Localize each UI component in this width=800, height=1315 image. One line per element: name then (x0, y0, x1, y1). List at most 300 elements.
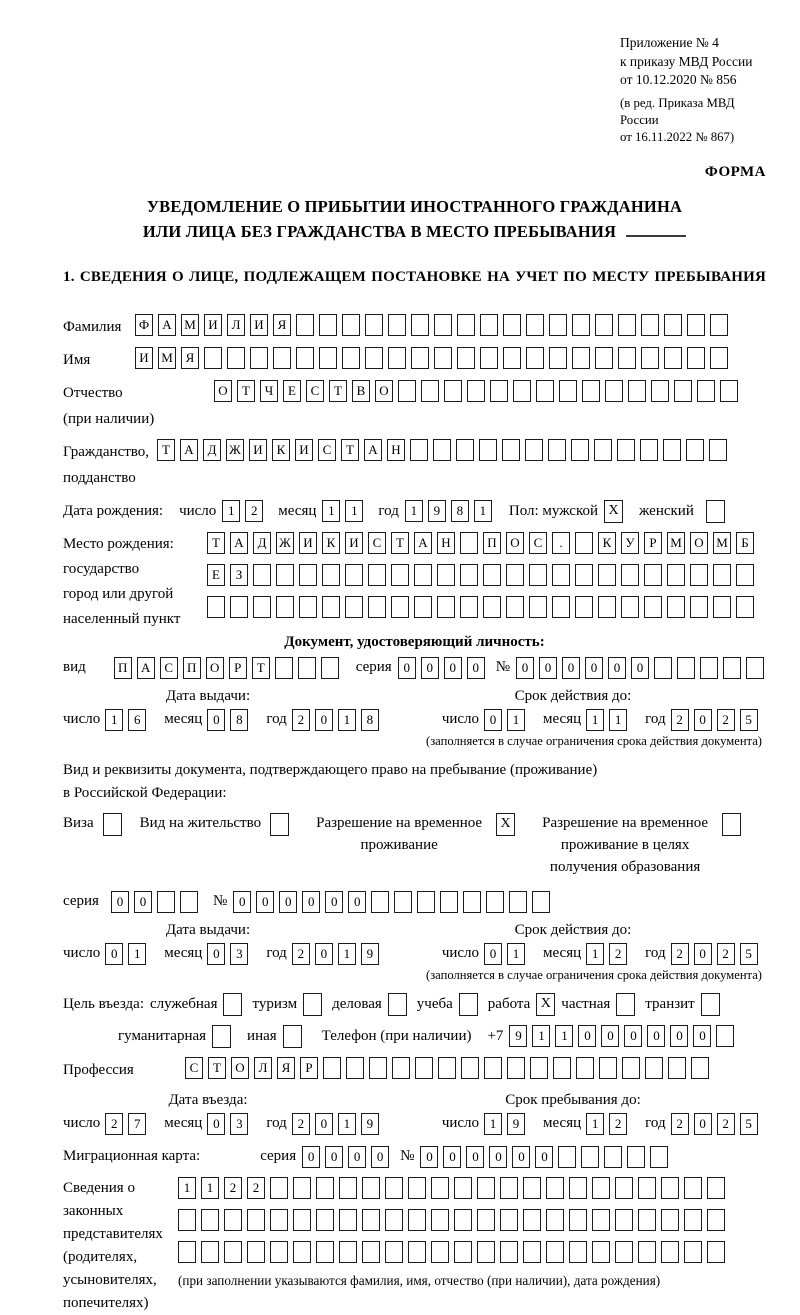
char-cell[interactable] (707, 1177, 725, 1199)
char-cell[interactable]: М (667, 532, 685, 554)
char-cell[interactable] (549, 347, 567, 369)
char-cell[interactable] (414, 564, 432, 586)
char-cell[interactable] (628, 380, 646, 402)
purpose-study-checkbox[interactable] (459, 993, 478, 1016)
char-cell[interactable]: 0 (466, 1146, 484, 1168)
char-cell[interactable] (509, 891, 527, 913)
char-cell[interactable] (650, 1146, 668, 1168)
char-cell[interactable]: А (137, 657, 155, 679)
char-cell[interactable]: 0 (670, 1025, 688, 1047)
char-cell[interactable] (339, 1209, 357, 1231)
char-cell[interactable]: 1 (105, 709, 123, 731)
char-cell[interactable] (411, 347, 429, 369)
sex-female-checkbox[interactable] (706, 500, 725, 523)
char-cell[interactable]: 0 (585, 657, 603, 679)
char-cell[interactable] (687, 347, 705, 369)
char-cell[interactable]: Т (329, 380, 347, 402)
char-cell[interactable]: 2 (105, 1113, 123, 1135)
char-cell[interactable]: 9 (361, 1113, 379, 1135)
char-cell[interactable] (503, 347, 521, 369)
char-cell[interactable] (178, 1241, 196, 1263)
char-cell[interactable]: 0 (484, 709, 502, 731)
char-cell[interactable] (433, 439, 451, 461)
char-cell[interactable] (247, 1209, 265, 1231)
char-cell[interactable]: О (231, 1057, 249, 1079)
char-cell[interactable] (270, 1241, 288, 1263)
char-cell[interactable] (548, 439, 566, 461)
char-cell[interactable]: С (529, 532, 547, 554)
char-cell[interactable] (687, 314, 705, 336)
char-cell[interactable] (457, 314, 475, 336)
char-cell[interactable] (529, 564, 547, 586)
char-cell[interactable]: 0 (302, 1146, 320, 1168)
char-cell[interactable]: 1 (338, 943, 356, 965)
temp-residence-checkbox[interactable]: X (496, 813, 515, 836)
char-cell[interactable]: О (214, 380, 232, 402)
char-cell[interactable] (368, 564, 386, 586)
char-cell[interactable] (581, 1146, 599, 1168)
char-cell[interactable] (362, 1241, 380, 1263)
char-cell[interactable]: Ж (276, 532, 294, 554)
char-cell[interactable] (615, 1241, 633, 1263)
char-cell[interactable]: П (483, 532, 501, 554)
char-cell[interactable]: И (299, 532, 317, 554)
char-cell[interactable]: 0 (489, 1146, 507, 1168)
char-cell[interactable]: 5 (740, 709, 758, 731)
char-cell[interactable] (460, 564, 478, 586)
char-cell[interactable] (644, 596, 662, 618)
char-cell[interactable] (362, 1209, 380, 1231)
char-cell[interactable] (575, 564, 593, 586)
char-cell[interactable]: 2 (717, 709, 735, 731)
char-cell[interactable] (523, 1241, 541, 1263)
char-cell[interactable] (319, 347, 337, 369)
char-cell[interactable] (645, 1057, 663, 1079)
char-cell[interactable]: Б (736, 532, 754, 554)
char-cell[interactable] (736, 596, 754, 618)
char-cell[interactable]: 0 (207, 709, 225, 731)
char-cell[interactable] (480, 314, 498, 336)
char-cell[interactable] (316, 1177, 334, 1199)
char-cell[interactable]: 9 (361, 943, 379, 965)
char-cell[interactable]: И (249, 439, 267, 461)
char-cell[interactable] (293, 1177, 311, 1199)
char-cell[interactable]: О (375, 380, 393, 402)
char-cell[interactable] (414, 596, 432, 618)
char-cell[interactable]: 1 (586, 709, 604, 731)
char-cell[interactable]: 3 (230, 1113, 248, 1135)
char-cell[interactable]: 0 (315, 943, 333, 965)
char-cell[interactable]: 5 (740, 1113, 758, 1135)
char-cell[interactable]: 8 (361, 709, 379, 731)
char-cell[interactable]: С (368, 532, 386, 554)
char-cell[interactable] (569, 1177, 587, 1199)
purpose-work-checkbox[interactable]: X (536, 993, 555, 1016)
char-cell[interactable]: Ч (260, 380, 278, 402)
char-cell[interactable] (316, 1209, 334, 1231)
char-cell[interactable]: 2 (245, 500, 263, 522)
char-cell[interactable]: 0 (348, 891, 366, 913)
char-cell[interactable] (431, 1241, 449, 1263)
char-cell[interactable] (224, 1209, 242, 1231)
char-cell[interactable]: 2 (717, 1113, 735, 1135)
char-cell[interactable]: Р (229, 657, 247, 679)
char-cell[interactable] (523, 1209, 541, 1231)
char-cell[interactable] (394, 891, 412, 913)
char-cell[interactable] (319, 314, 337, 336)
char-cell[interactable] (684, 1209, 702, 1231)
char-cell[interactable]: 5 (740, 943, 758, 965)
char-cell[interactable] (369, 1057, 387, 1079)
char-cell[interactable] (477, 1209, 495, 1231)
char-cell[interactable] (477, 1241, 495, 1263)
char-cell[interactable] (421, 380, 439, 402)
char-cell[interactable] (713, 564, 731, 586)
char-cell[interactable] (552, 564, 570, 586)
char-cell[interactable]: А (414, 532, 432, 554)
char-cell[interactable] (207, 596, 225, 618)
char-cell[interactable] (595, 314, 613, 336)
char-cell[interactable] (506, 596, 524, 618)
char-cell[interactable] (575, 532, 593, 554)
char-cell[interactable]: 0 (111, 891, 129, 913)
char-cell[interactable] (417, 891, 435, 913)
char-cell[interactable] (275, 657, 293, 679)
char-cell[interactable] (595, 347, 613, 369)
char-cell[interactable]: Т (157, 439, 175, 461)
char-cell[interactable] (569, 1209, 587, 1231)
char-cell[interactable] (572, 347, 590, 369)
char-cell[interactable]: 2 (671, 943, 689, 965)
char-cell[interactable] (549, 314, 567, 336)
char-cell[interactable] (598, 564, 616, 586)
char-cell[interactable]: И (295, 439, 313, 461)
char-cell[interactable]: 0 (535, 1146, 553, 1168)
char-cell[interactable] (362, 1177, 380, 1199)
char-cell[interactable]: 2 (292, 943, 310, 965)
char-cell[interactable]: К (272, 439, 290, 461)
char-cell[interactable]: 0 (631, 657, 649, 679)
char-cell[interactable] (385, 1209, 403, 1231)
char-cell[interactable] (385, 1241, 403, 1263)
char-cell[interactable] (720, 380, 738, 402)
char-cell[interactable] (502, 439, 520, 461)
char-cell[interactable] (700, 657, 718, 679)
char-cell[interactable] (388, 314, 406, 336)
char-cell[interactable]: 0 (325, 1146, 343, 1168)
char-cell[interactable] (460, 532, 478, 554)
char-cell[interactable] (323, 1057, 341, 1079)
char-cell[interactable] (253, 564, 271, 586)
char-cell[interactable] (408, 1209, 426, 1231)
char-cell[interactable]: Е (283, 380, 301, 402)
char-cell[interactable] (391, 564, 409, 586)
char-cell[interactable]: Т (252, 657, 270, 679)
char-cell[interactable]: О (690, 532, 708, 554)
char-cell[interactable]: 1 (201, 1177, 219, 1199)
char-cell[interactable] (507, 1057, 525, 1079)
char-cell[interactable] (299, 564, 317, 586)
char-cell[interactable]: 0 (601, 1025, 619, 1047)
char-cell[interactable] (664, 314, 682, 336)
char-cell[interactable] (270, 1177, 288, 1199)
char-cell[interactable]: 1 (586, 943, 604, 965)
char-cell[interactable] (604, 1146, 622, 1168)
char-cell[interactable] (592, 1209, 610, 1231)
char-cell[interactable] (479, 439, 497, 461)
char-cell[interactable]: М (158, 347, 176, 369)
char-cell[interactable] (484, 1057, 502, 1079)
purpose-business-checkbox[interactable] (388, 993, 407, 1016)
char-cell[interactable] (230, 596, 248, 618)
char-cell[interactable] (368, 596, 386, 618)
char-cell[interactable] (617, 439, 635, 461)
char-cell[interactable]: 0 (443, 1146, 461, 1168)
char-cell[interactable]: 1 (507, 709, 525, 731)
char-cell[interactable]: Я (273, 314, 291, 336)
purpose-official-checkbox[interactable] (223, 993, 242, 1016)
char-cell[interactable] (546, 1209, 564, 1231)
char-cell[interactable]: Т (341, 439, 359, 461)
char-cell[interactable]: 0 (624, 1025, 642, 1047)
char-cell[interactable] (316, 1241, 334, 1263)
char-cell[interactable]: 0 (539, 657, 557, 679)
char-cell[interactable] (342, 347, 360, 369)
char-cell[interactable] (444, 380, 462, 402)
char-cell[interactable]: 0 (694, 943, 712, 965)
char-cell[interactable] (707, 1209, 725, 1231)
char-cell[interactable] (526, 314, 544, 336)
char-cell[interactable]: 0 (512, 1146, 530, 1168)
char-cell[interactable]: 0 (315, 1113, 333, 1135)
char-cell[interactable] (621, 596, 639, 618)
char-cell[interactable]: И (345, 532, 363, 554)
char-cell[interactable]: 2 (247, 1177, 265, 1199)
char-cell[interactable] (178, 1209, 196, 1231)
char-cell[interactable] (204, 347, 222, 369)
char-cell[interactable] (440, 891, 458, 913)
char-cell[interactable] (480, 347, 498, 369)
char-cell[interactable] (598, 596, 616, 618)
char-cell[interactable]: Л (254, 1057, 272, 1079)
char-cell[interactable] (654, 657, 672, 679)
char-cell[interactable] (638, 1177, 656, 1199)
char-cell[interactable] (486, 891, 504, 913)
char-cell[interactable] (346, 1057, 364, 1079)
char-cell[interactable] (558, 1146, 576, 1168)
char-cell[interactable]: И (204, 314, 222, 336)
char-cell[interactable] (638, 1209, 656, 1231)
char-cell[interactable] (342, 314, 360, 336)
char-cell[interactable] (298, 657, 316, 679)
char-cell[interactable]: 1 (405, 500, 423, 522)
char-cell[interactable] (716, 1025, 734, 1047)
char-cell[interactable] (276, 596, 294, 618)
char-cell[interactable] (536, 380, 554, 402)
char-cell[interactable] (667, 564, 685, 586)
char-cell[interactable]: 1 (555, 1025, 573, 1047)
char-cell[interactable]: Я (181, 347, 199, 369)
char-cell[interactable]: 1 (222, 500, 240, 522)
char-cell[interactable] (365, 347, 383, 369)
char-cell[interactable]: 8 (230, 709, 248, 731)
char-cell[interactable] (571, 439, 589, 461)
char-cell[interactable]: 1 (532, 1025, 550, 1047)
char-cell[interactable] (371, 891, 389, 913)
char-cell[interactable] (526, 347, 544, 369)
char-cell[interactable] (686, 439, 704, 461)
purpose-private-checkbox[interactable] (616, 993, 635, 1016)
char-cell[interactable]: А (364, 439, 382, 461)
char-cell[interactable] (392, 1057, 410, 1079)
char-cell[interactable]: 9 (509, 1025, 527, 1047)
char-cell[interactable] (457, 347, 475, 369)
char-cell[interactable]: Р (300, 1057, 318, 1079)
char-cell[interactable]: А (230, 532, 248, 554)
char-cell[interactable] (299, 596, 317, 618)
char-cell[interactable]: 0 (302, 891, 320, 913)
char-cell[interactable] (293, 1209, 311, 1231)
char-cell[interactable] (434, 347, 452, 369)
char-cell[interactable] (621, 564, 639, 586)
char-cell[interactable] (250, 347, 268, 369)
char-cell[interactable]: Н (387, 439, 405, 461)
char-cell[interactable] (618, 314, 636, 336)
char-cell[interactable] (690, 596, 708, 618)
char-cell[interactable] (398, 380, 416, 402)
char-cell[interactable] (339, 1241, 357, 1263)
char-cell[interactable] (582, 380, 600, 402)
char-cell[interactable] (157, 891, 175, 913)
char-cell[interactable]: 1 (484, 1113, 502, 1135)
sex-male-checkbox[interactable]: X (604, 500, 623, 523)
purpose-tourism-checkbox[interactable] (303, 993, 322, 1016)
char-cell[interactable] (253, 596, 271, 618)
char-cell[interactable]: 0 (578, 1025, 596, 1047)
char-cell[interactable]: 1 (474, 500, 492, 522)
visa-checkbox[interactable] (103, 813, 122, 836)
char-cell[interactable] (553, 1057, 571, 1079)
char-cell[interactable]: 0 (421, 657, 439, 679)
char-cell[interactable]: А (180, 439, 198, 461)
char-cell[interactable]: 0 (516, 657, 534, 679)
char-cell[interactable]: 0 (134, 891, 152, 913)
char-cell[interactable] (592, 1177, 610, 1199)
char-cell[interactable] (746, 657, 764, 679)
char-cell[interactable]: С (160, 657, 178, 679)
char-cell[interactable] (463, 891, 481, 913)
char-cell[interactable] (503, 314, 521, 336)
char-cell[interactable] (605, 380, 623, 402)
char-cell[interactable]: 0 (562, 657, 580, 679)
char-cell[interactable] (345, 596, 363, 618)
char-cell[interactable]: 0 (325, 891, 343, 913)
char-cell[interactable]: 1 (178, 1177, 196, 1199)
char-cell[interactable] (529, 596, 547, 618)
char-cell[interactable] (201, 1241, 219, 1263)
char-cell[interactable] (388, 347, 406, 369)
temp-residence-edu-checkbox[interactable] (722, 813, 741, 836)
char-cell[interactable]: 2 (671, 1113, 689, 1135)
char-cell[interactable] (461, 1057, 479, 1079)
char-cell[interactable] (293, 1241, 311, 1263)
char-cell[interactable] (677, 657, 695, 679)
char-cell[interactable]: 0 (484, 943, 502, 965)
char-cell[interactable] (552, 596, 570, 618)
char-cell[interactable] (663, 439, 681, 461)
char-cell[interactable] (644, 564, 662, 586)
char-cell[interactable] (569, 1241, 587, 1263)
char-cell[interactable]: П (114, 657, 132, 679)
char-cell[interactable] (641, 314, 659, 336)
char-cell[interactable] (227, 347, 245, 369)
char-cell[interactable] (684, 1241, 702, 1263)
char-cell[interactable] (477, 1177, 495, 1199)
char-cell[interactable] (622, 1057, 640, 1079)
char-cell[interactable] (661, 1177, 679, 1199)
char-cell[interactable]: Д (203, 439, 221, 461)
char-cell[interactable] (391, 596, 409, 618)
char-cell[interactable] (697, 380, 715, 402)
char-cell[interactable]: О (206, 657, 224, 679)
char-cell[interactable]: Л (227, 314, 245, 336)
char-cell[interactable] (454, 1209, 472, 1231)
char-cell[interactable]: 8 (451, 500, 469, 522)
char-cell[interactable] (385, 1177, 403, 1199)
char-cell[interactable] (668, 1057, 686, 1079)
char-cell[interactable] (460, 596, 478, 618)
char-cell[interactable] (483, 564, 501, 586)
char-cell[interactable] (273, 347, 291, 369)
char-cell[interactable]: Т (208, 1057, 226, 1079)
char-cell[interactable]: У (621, 532, 639, 554)
purpose-transit-checkbox[interactable] (701, 993, 720, 1016)
char-cell[interactable]: С (306, 380, 324, 402)
char-cell[interactable] (296, 347, 314, 369)
char-cell[interactable]: 0 (693, 1025, 711, 1047)
char-cell[interactable] (322, 596, 340, 618)
char-cell[interactable] (640, 439, 658, 461)
char-cell[interactable] (523, 1177, 541, 1199)
char-cell[interactable] (431, 1209, 449, 1231)
char-cell[interactable] (201, 1209, 219, 1231)
char-cell[interactable] (674, 380, 692, 402)
char-cell[interactable] (594, 439, 612, 461)
char-cell[interactable] (723, 657, 741, 679)
char-cell[interactable] (615, 1177, 633, 1199)
residence-permit-checkbox[interactable] (270, 813, 289, 836)
char-cell[interactable]: 0 (647, 1025, 665, 1047)
char-cell[interactable] (513, 380, 531, 402)
char-cell[interactable] (454, 1177, 472, 1199)
char-cell[interactable]: 0 (398, 657, 416, 679)
char-cell[interactable] (506, 564, 524, 586)
char-cell[interactable] (667, 596, 685, 618)
char-cell[interactable] (247, 1241, 265, 1263)
char-cell[interactable] (500, 1177, 518, 1199)
char-cell[interactable]: 9 (428, 500, 446, 522)
char-cell[interactable]: 9 (507, 1113, 525, 1135)
char-cell[interactable] (575, 596, 593, 618)
char-cell[interactable]: К (322, 532, 340, 554)
char-cell[interactable]: Н (437, 532, 455, 554)
char-cell[interactable] (710, 314, 728, 336)
char-cell[interactable] (467, 380, 485, 402)
char-cell[interactable]: 0 (694, 1113, 712, 1135)
char-cell[interactable] (532, 891, 550, 913)
char-cell[interactable]: 1 (609, 709, 627, 731)
char-cell[interactable]: М (713, 532, 731, 554)
